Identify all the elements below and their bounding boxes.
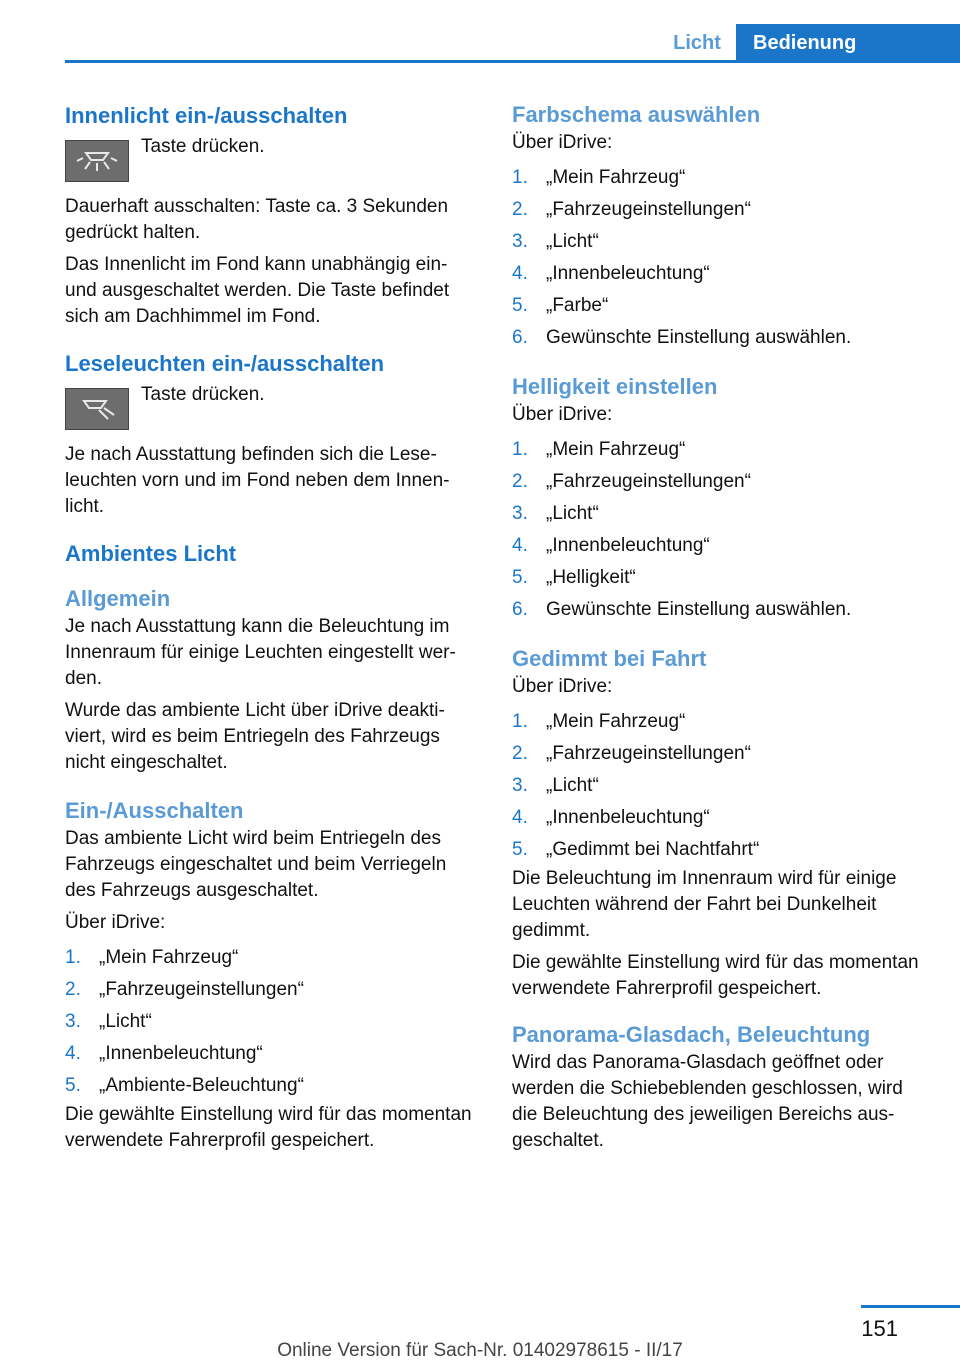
list-item: 4. „Innenbeleuchtung“ bbox=[65, 1043, 263, 1064]
header-tabs bbox=[658, 24, 960, 62]
list-item: 4. „Innenbeleuchtung“ bbox=[512, 807, 710, 828]
einaus-p1: Das ambiente Licht wird beim Entriegeln des Fahrzeugs eingeschaltet und beim Verriegeln des Fahrzeugs ausgeschaltet. bbox=[65, 828, 447, 901]
list-item: 2. „Fahrzeugeinstellungen“ bbox=[512, 199, 751, 220]
online-version-note: Online Version für Sach-Nr. 01402978615 - II/17 bbox=[277, 1340, 683, 1361]
heading-farbschema: Farbschema auswählen bbox=[512, 102, 761, 127]
list-item: 2. „Fahrzeugeinstellungen“ bbox=[65, 979, 304, 1000]
footer-rule bbox=[861, 1305, 960, 1308]
einaus-after: Die gewählte Einstellung wird für das momentan verwendete Fahrerprofil gespeichert. bbox=[65, 1104, 472, 1151]
panorama-p1: Wird das Panorama-Glasdach geöffnet oder werden die Schiebeblenden geschlossen, wird die Beleuchtung des jeweiligen Bereichs ausgeschaltet. bbox=[512, 1052, 903, 1151]
gedimmt-p1: Die Beleuchtung im Innenraum wird für einige Leuchten während der Fahrt bei Dunkelheit gedimmt. bbox=[512, 868, 897, 941]
list-item: 1. „Mein Fahrzeug“ bbox=[65, 947, 239, 968]
innenlicht-button-row bbox=[65, 136, 477, 182]
list-item: 3. „Licht“ bbox=[65, 1011, 152, 1032]
list-item: 3. „Licht“ bbox=[512, 775, 599, 796]
left-column bbox=[65, 100, 477, 1154]
heading-ambientes-licht: Ambientes Licht bbox=[65, 541, 237, 566]
list-item: 5. „Gedimmt bei Nachtfahrt“ bbox=[512, 839, 760, 860]
gedimmt-steps-list bbox=[512, 706, 932, 866]
list-item: 1. „Mein Fahrzeug“ bbox=[512, 167, 686, 188]
innenlicht-button-text: Taste drücken. bbox=[141, 136, 265, 157]
list-item: 6. Gewünschte Einstellung auswählen. bbox=[512, 327, 852, 348]
heading-allgemein: Allgemein bbox=[65, 586, 171, 611]
tab-licht[interactable]: Licht bbox=[673, 32, 721, 54]
leseleuchten-button-row bbox=[65, 384, 477, 430]
allgemein-p1: Je nach Ausstattung kann die Beleuchtung im Innenraum für einige Leuchten eingestellt werden. bbox=[65, 616, 456, 689]
innenlicht-p2: Das Innenlicht im Fond kann unabhängig ein- und ausgeschaltet werden. Die Taste befindet sich am Dachhimmel im Fond. bbox=[65, 254, 450, 327]
reading-light-button-icon bbox=[65, 388, 129, 430]
einaus-steps-list bbox=[65, 942, 477, 1102]
list-item: 2. „Fahrzeugeinstellungen“ bbox=[512, 471, 751, 492]
heading-gedimmt: Gedimmt bei Fahrt bbox=[512, 646, 707, 671]
heading-ein-ausschalten: Ein-/Ausschalten bbox=[65, 798, 244, 823]
list-item: 3. „Licht“ bbox=[512, 231, 599, 252]
page-number: 151 bbox=[861, 1316, 898, 1341]
gedimmt-intro: Über iDrive: bbox=[512, 676, 613, 697]
helligkeit-intro: Über iDrive: bbox=[512, 404, 613, 425]
list-item: 6. Gewünschte Einstellung auswählen. bbox=[512, 599, 852, 620]
allgemein-p2: Wurde das ambiente Licht über iDrive deaktiviert, wird es beim Entriegeln des Fahrzeugs nicht eingeschaltet. bbox=[65, 700, 445, 773]
list-item: 1. „Mein Fahrzeug“ bbox=[512, 439, 686, 460]
list-item: 5. „Farbe“ bbox=[512, 295, 609, 316]
list-item: 3. „Licht“ bbox=[512, 503, 599, 524]
farbschema-steps-list bbox=[512, 162, 932, 354]
list-item: 2. „Fahrzeugeinstellungen“ bbox=[512, 743, 751, 764]
farbschema-intro: Über iDrive: bbox=[512, 132, 613, 153]
innenlicht-p1: Dauerhaft ausschalten: Taste ca. 3 Sekunden gedrückt halten. bbox=[65, 196, 449, 243]
header-rule bbox=[65, 60, 960, 63]
heading-helligkeit: Helligkeit einstellen bbox=[512, 374, 718, 399]
list-item: 5. „Helligkeit“ bbox=[512, 567, 636, 588]
list-item: 4. „Innenbeleuchtung“ bbox=[512, 263, 710, 284]
list-item: 1. „Mein Fahrzeug“ bbox=[512, 711, 686, 732]
interior-light-button-icon bbox=[65, 140, 129, 182]
heading-leseleuchten: Leseleuchten ein-/ausschalten bbox=[65, 351, 385, 376]
list-item: 4. „Innenbeleuchtung“ bbox=[512, 535, 710, 556]
heading-panorama: Panorama-Glasdach, Beleuchtung bbox=[512, 1022, 871, 1047]
leseleuchten-p1: Je nach Ausstattung befinden sich die Leseleuchten vorn und im Fond neben dem Innenlicht. bbox=[65, 444, 450, 517]
list-item: 5. „Ambiente-Beleuchtung“ bbox=[65, 1075, 304, 1096]
tab-bedienung[interactable]: Bedienung bbox=[736, 24, 960, 62]
leseleuchten-button-text: Taste drücken. bbox=[141, 384, 265, 405]
einaus-intro: Über iDrive: bbox=[65, 912, 166, 933]
right-column bbox=[512, 100, 932, 1154]
helligkeit-steps-list bbox=[512, 434, 932, 626]
heading-innenlicht: Innenlicht ein-/ausschalten bbox=[65, 103, 348, 128]
gedimmt-p2: Die gewählte Einstellung wird für das momentan verwendete Fahrerprofil gespeichert. bbox=[512, 952, 919, 999]
